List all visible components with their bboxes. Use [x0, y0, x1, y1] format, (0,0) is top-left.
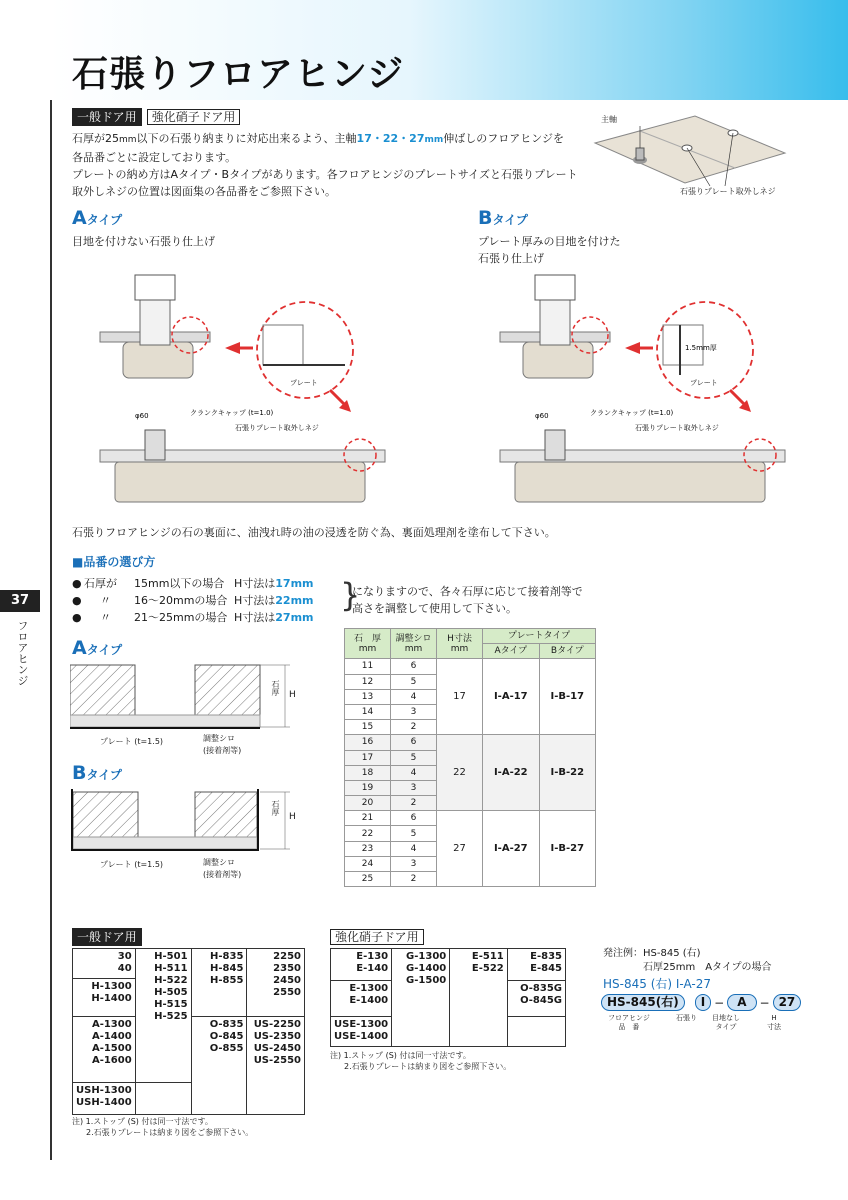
- small-typeB-shiro: 調整シロ (接着剤等): [203, 858, 242, 879]
- page-number: 37: [0, 590, 40, 612]
- left-rule: [50, 100, 52, 1160]
- svg-text:1.5mm厚: 1.5mm厚: [685, 344, 717, 352]
- small-typeA-ishi: 石厚: [271, 680, 280, 696]
- small-typeB-plate: プレート (t=1.5): [100, 860, 164, 869]
- th-a: Aタイプ: [483, 644, 540, 659]
- order-h: 27: [773, 994, 802, 1011]
- th-stone: 石 厚 mm: [345, 629, 391, 659]
- small-typeB-heading: Bタイプ: [72, 762, 122, 784]
- th-adjust: 調整シロ mm: [391, 629, 437, 659]
- typeA-drawing: [95, 270, 405, 510]
- small-typeB-h: H: [289, 812, 296, 822]
- brace-icon: }: [340, 576, 361, 614]
- order-model: HS-845(右): [601, 994, 685, 1011]
- glass-notes: 注) 1.ストップ (S) 付は同一寸法です。 2.石張りプレートは納まり図をご参照下さい。: [330, 1051, 512, 1071]
- order-type: A: [727, 994, 756, 1011]
- svg-text:クランクキャップ (t=1.0): クランクキャップ (t=1.0): [190, 409, 274, 417]
- svg-text:プレート: プレート: [690, 379, 718, 387]
- typeB-heading: Bタイプ: [478, 207, 528, 229]
- glass-products-table: E-130 E-140 G-1300 G-1400 G-1500 E-511 E-522 E-835 E-845 E-1300 E-1400 O-835G O-845G USE-1300 USE-1400: [330, 948, 566, 1047]
- label-screw: 石張りプレート取外しネジ: [680, 187, 776, 196]
- order-stone: I: [695, 994, 711, 1011]
- svg-text:石張りプレート取外しネジ: 石張りプレート取外しネジ: [635, 424, 719, 432]
- svg-text:プレート: プレート: [290, 379, 318, 387]
- selection-heading: ■品番の選び方: [72, 555, 156, 569]
- intro-text: 石厚が25mm以下の石張り納まりに対応出来るよう、主軸17・22・27mm伸ばしのフロアヒンジを 各品番ごとに設定しております。 プレートの納め方はAタイプ・Bタイプがあります。各フロアヒンジのプレートサイズと石張りプレート 取外しネジの位置は図面集の各品番をご参照下さい。: [72, 132, 578, 198]
- small-typeA-heading: Aタイプ: [72, 637, 123, 659]
- small-typeA-diagram: [70, 660, 310, 770]
- small-typeA-h: H: [289, 690, 296, 700]
- general-products-table: 30 40 H-501 H-511 H-522 H-505 H-515 H-525 H-835 H-845 H-855 2250 2350 2450 2550 H-1300 H-1400 A-1300 A-1400 A-1500 A-1600 O-835 O-845 O-855 US-2250 US-2350 US-2450 US-2550 USH-1300 USH-1400: [72, 948, 305, 1115]
- th-plate: プレートタイプ: [483, 629, 596, 644]
- small-typeB-diagram: [70, 787, 310, 857]
- general-notes: 注) 1.ストップ (S) 付は同一寸法です。 2.石張りプレートは納まり図をご参照下さい。: [72, 1117, 254, 1137]
- selection-table: 石 厚 mm 調整シロ mm H寸法 mm プレートタイプ Aタイプ Bタイプ 11 6 17 I-A-17 I-B-17 12 5 13 4 14 3 15 2 16 6 22 I-A-22 I-B-22 17 5 18 4 19 3 20 2 21 6 27 I-A-27 I-B-27 22 5 23 4 24 3 25 2: [344, 628, 596, 887]
- tag-general: 一般ドア用: [72, 108, 142, 126]
- svg-text:φ60: φ60: [535, 412, 549, 420]
- label-shaft: 主軸: [601, 115, 617, 124]
- tag-glass: 強化硝子ドア用: [147, 109, 241, 125]
- selection-note: になりますので、各々石厚に応じて接着剤等で 高さを調整して使用して下さい。: [352, 585, 583, 615]
- small-typeA-shiro: 調整シロ (接着剤等): [203, 734, 242, 755]
- svg-text:クランクキャップ (t=1.0): クランクキャップ (t=1.0): [590, 409, 674, 417]
- selection-rows: ● 石厚が 15mm以下の場合 H寸法は 17mm ● 〃 16〜20mmの場合 H寸法は 22mm ● 〃 21〜25mmの場合 H寸法は 27mm: [72, 577, 314, 624]
- order-code: HS-845(右) I − A − 27: [601, 994, 801, 1011]
- page-title: 石張りフロアヒンジ: [72, 54, 405, 95]
- svg-text:石張りプレート取外しネジ: 石張りプレート取外しネジ: [235, 424, 319, 432]
- small-typeB-ishi: 石厚: [271, 800, 280, 816]
- typeA-desc: 目地を付けない石張り仕上げ: [72, 235, 215, 248]
- side-label: フロアヒンジ: [16, 620, 29, 686]
- general-products-heading: 一般ドア用: [72, 926, 142, 945]
- usage-tags: [72, 106, 240, 125]
- th-h: H寸法 mm: [437, 629, 483, 659]
- small-typeA-plate: プレート (t=1.5): [100, 737, 164, 746]
- typeA-heading: Aタイプ: [72, 207, 123, 229]
- th-b: Bタイプ: [539, 644, 595, 659]
- typeB-desc: プレート厚みの目地を付けた 石張り仕上げ: [478, 235, 621, 265]
- order-example: 発注例：HS-845 (右) 石厚25mm Aタイプの場合 HS-845 (右) I-A-27: [603, 948, 772, 991]
- typeB-drawing: [495, 270, 805, 510]
- glass-products-heading: 強化硝子ドア用: [330, 926, 424, 945]
- oil-warning: 石張りフロアヒンジの石の裏面に、油洩れ時の油の浸透を防ぐ為、裏面処理剤を塗布して下さい。: [72, 526, 556, 539]
- svg-text:φ60: φ60: [135, 412, 149, 420]
